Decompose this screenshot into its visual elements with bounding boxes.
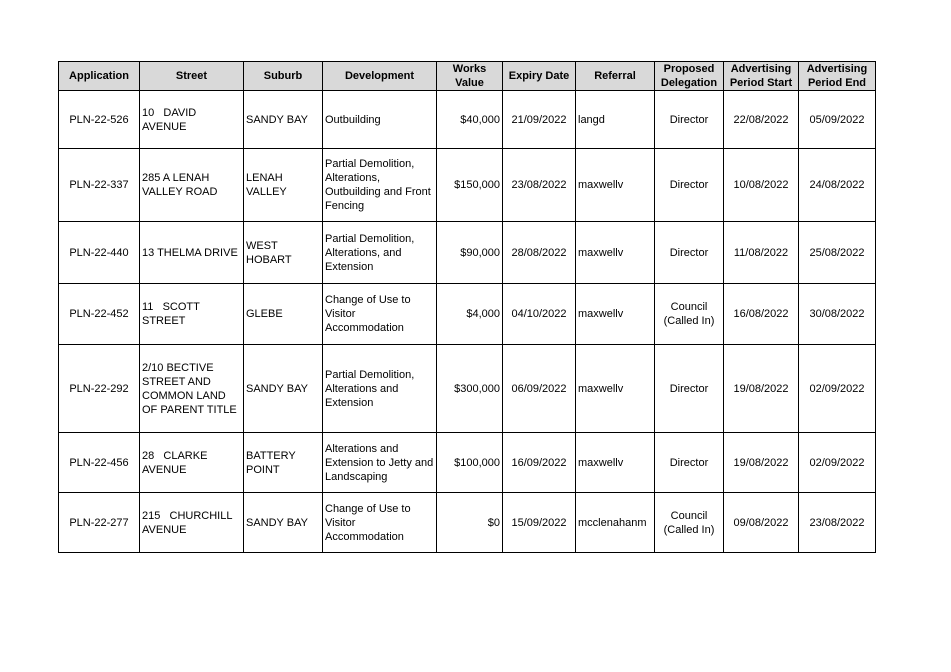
cell-application: PLN-22-337 bbox=[59, 149, 140, 222]
table-row bbox=[59, 222, 876, 284]
header-advertising-end: Advertising Period End bbox=[799, 62, 876, 91]
cell-development: Partial Demolition, Alterations, Outbuilding and Front Fencing bbox=[323, 149, 437, 222]
cell-application: PLN-22-292 bbox=[59, 345, 140, 433]
document-page bbox=[58, 61, 876, 553]
cell-street bbox=[140, 433, 244, 493]
cell-referral: maxwellv bbox=[576, 222, 655, 284]
cell-works-value: $0 bbox=[437, 493, 503, 553]
cell-street bbox=[140, 222, 244, 284]
cell-advertising-end: 30/08/2022 bbox=[799, 284, 876, 345]
cell-advertising-end: 25/08/2022 bbox=[799, 222, 876, 284]
cell-advertising-end: 23/08/2022 bbox=[799, 493, 876, 553]
cell-referral: langd bbox=[576, 91, 655, 149]
cell-suburb: SANDY BAY bbox=[244, 91, 323, 149]
cell-proposed-delegation: Director bbox=[655, 222, 724, 284]
cell-development: Partial Demolition, Alterations and Extension bbox=[323, 345, 437, 433]
header-application: Application bbox=[59, 62, 140, 91]
cell-suburb: SANDY BAY bbox=[244, 493, 323, 553]
cell-proposed-delegation: Director bbox=[655, 433, 724, 493]
cell-works-value: $100,000 bbox=[437, 433, 503, 493]
header-street: Street bbox=[140, 62, 244, 91]
cell-street bbox=[140, 493, 244, 553]
cell-street-text: 11 SCOTT STREET bbox=[142, 301, 203, 327]
cell-advertising-start: 16/08/2022 bbox=[724, 284, 799, 345]
cell-works-value: $90,000 bbox=[437, 222, 503, 284]
cell-proposed-delegation: Council (Called In) bbox=[655, 284, 724, 345]
cell-works-value: $4,000 bbox=[437, 284, 503, 345]
cell-suburb: SANDY BAY bbox=[244, 345, 323, 433]
cell-referral: maxwellv bbox=[576, 433, 655, 493]
cell-expiry-date: 16/09/2022 bbox=[503, 433, 576, 493]
cell-proposed-delegation: Council (Called In) bbox=[655, 493, 724, 553]
cell-advertising-end: 24/08/2022 bbox=[799, 149, 876, 222]
cell-development: Outbuilding bbox=[323, 91, 437, 149]
cell-application: PLN-22-440 bbox=[59, 222, 140, 284]
cell-advertising-end: 02/09/2022 bbox=[799, 433, 876, 493]
cell-street-text: 13 THELMA DRIVE bbox=[142, 246, 238, 259]
cell-street-text: 28 CLARKE AVENUE bbox=[142, 449, 210, 476]
cell-referral: maxwellv bbox=[576, 149, 655, 222]
cell-street bbox=[140, 91, 244, 149]
cell-development: Change of Use to Visitor Accommodation bbox=[323, 284, 437, 345]
cell-suburb: LENAH VALLEY bbox=[244, 149, 323, 222]
header-works-value: Works Value bbox=[437, 62, 503, 91]
table-row bbox=[59, 149, 876, 222]
cell-advertising-start: 11/08/2022 bbox=[724, 222, 799, 284]
cell-street-text: 215 CHURCHILL AVENUE bbox=[142, 509, 235, 536]
cell-advertising-start: 09/08/2022 bbox=[724, 493, 799, 553]
cell-street-text: 10 DAVID AVENUE bbox=[142, 106, 199, 133]
cell-works-value: $40,000 bbox=[437, 91, 503, 149]
cell-application: PLN-22-456 bbox=[59, 433, 140, 493]
cell-development: Partial Demolition, Alterations, and Extension bbox=[323, 222, 437, 284]
cell-street bbox=[140, 345, 244, 433]
cell-expiry-date: 28/08/2022 bbox=[503, 222, 576, 284]
cell-advertising-start: 10/08/2022 bbox=[724, 149, 799, 222]
cell-referral: maxwellv bbox=[576, 284, 655, 345]
cell-advertising-start: 19/08/2022 bbox=[724, 345, 799, 433]
header-suburb: Suburb bbox=[244, 62, 323, 91]
cell-development: Change of Use to Visitor Accommodation bbox=[323, 493, 437, 553]
cell-application: PLN-22-526 bbox=[59, 91, 140, 149]
cell-application: PLN-22-452 bbox=[59, 284, 140, 345]
cell-referral: maxwellv bbox=[576, 345, 655, 433]
table-row bbox=[59, 493, 876, 553]
cell-expiry-date: 06/09/2022 bbox=[503, 345, 576, 433]
table-row bbox=[59, 91, 876, 149]
cell-works-value: $150,000 bbox=[437, 149, 503, 222]
cell-proposed-delegation: Director bbox=[655, 91, 724, 149]
table-row bbox=[59, 433, 876, 493]
cell-suburb: GLEBE bbox=[244, 284, 323, 345]
cell-advertising-end: 05/09/2022 bbox=[799, 91, 876, 149]
cell-works-value: $300,000 bbox=[437, 345, 503, 433]
cell-advertising-start: 19/08/2022 bbox=[724, 433, 799, 493]
table-header-row bbox=[59, 62, 876, 91]
cell-suburb: BATTERY POINT bbox=[244, 433, 323, 493]
cell-development: Alterations and Extension to Jetty and Landscaping bbox=[323, 433, 437, 493]
cell-proposed-delegation: Director bbox=[655, 345, 724, 433]
cell-expiry-date: 21/09/2022 bbox=[503, 91, 576, 149]
cell-advertising-start: 22/08/2022 bbox=[724, 91, 799, 149]
cell-street bbox=[140, 149, 244, 222]
cell-application: PLN-22-277 bbox=[59, 493, 140, 553]
cell-referral: mcclenahanm bbox=[576, 493, 655, 553]
cell-street bbox=[140, 284, 244, 345]
table-row bbox=[59, 284, 876, 345]
cell-expiry-date: 04/10/2022 bbox=[503, 284, 576, 345]
cell-expiry-date: 23/08/2022 bbox=[503, 149, 576, 222]
cell-proposed-delegation: Director bbox=[655, 149, 724, 222]
header-advertising-start: Advertising Period Start bbox=[724, 62, 799, 91]
header-development: Development bbox=[323, 62, 437, 91]
header-expiry-date: Expiry Date bbox=[503, 62, 576, 91]
header-proposed-delegation: Proposed Delegation bbox=[655, 62, 724, 91]
cell-expiry-date: 15/09/2022 bbox=[503, 493, 576, 553]
cell-street-text: 2/10 BECTIVE STREET AND COMMON LAND OF PARENT TITLE bbox=[142, 361, 237, 416]
cell-street-text: 285 A LENAH VALLEY ROAD bbox=[142, 172, 218, 198]
table-row bbox=[59, 345, 876, 433]
applications-table bbox=[58, 61, 876, 553]
cell-advertising-end: 02/09/2022 bbox=[799, 345, 876, 433]
cell-suburb: WEST HOBART bbox=[244, 222, 323, 284]
header-referral: Referral bbox=[576, 62, 655, 91]
